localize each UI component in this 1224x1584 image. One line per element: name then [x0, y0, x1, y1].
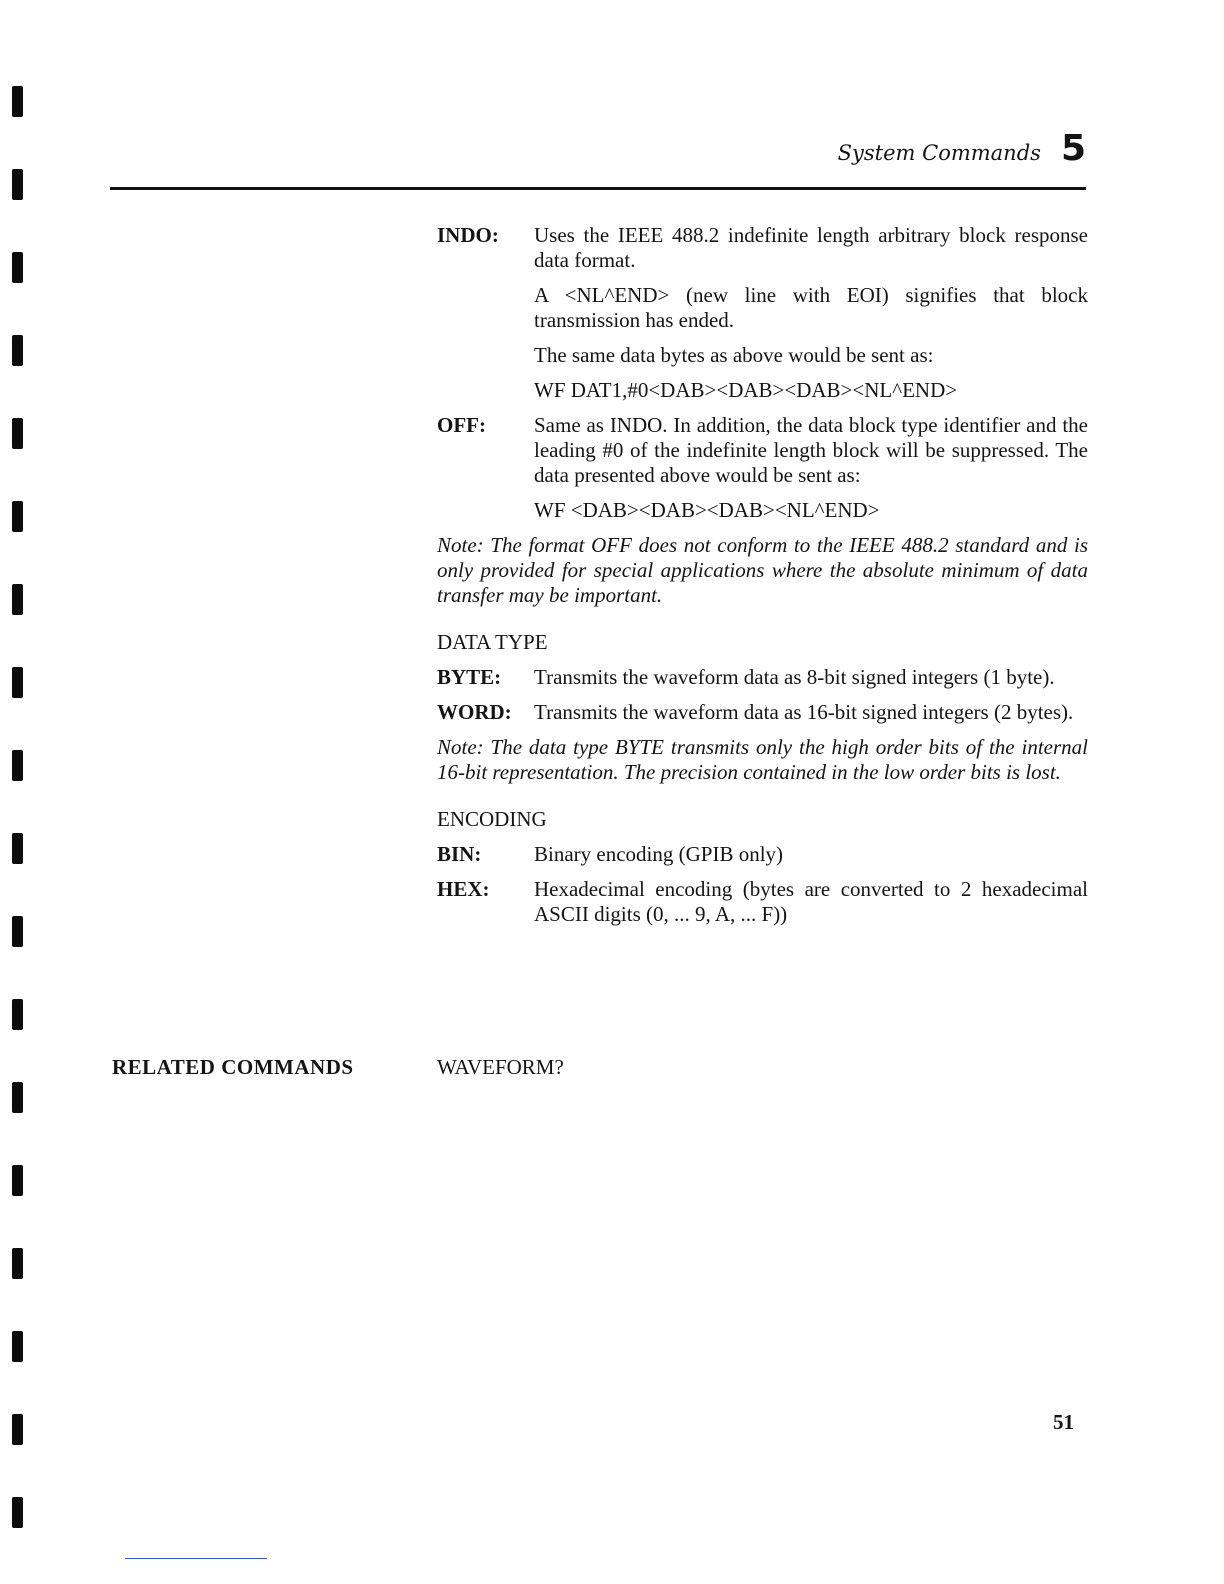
binder-mark [12, 1497, 23, 1528]
binder-mark [12, 750, 23, 781]
note-format: Note: The format OFF does not conform to the IEEE 488.2 standard and is only provided for special applications where the absolute minimum of data transfer may be important. [437, 533, 1088, 607]
term-definition: Transmits the waveform data as 8-bit signed integers (1 byte). [534, 665, 1055, 689]
related-commands-label: RELATED COMMANDS [112, 1055, 354, 1079]
header-rule [110, 187, 1086, 190]
binder-mark [12, 1165, 23, 1196]
definition-paragraph: Same as INDO. In addition, the data block type identifier and the leading #0 of the indefinite length block will be suppressed. The data presented above would be sent as: [534, 413, 1088, 487]
data-type-entry-byte [437, 665, 1088, 690]
note-data-type: Note: The data type BYTE transmits only the high order bits of the internal 16-bit representation. The precision contained in the low order bits is lost. [437, 735, 1088, 784]
definition-paragraph: Uses the IEEE 488.2 indefinite length arbitrary block response data format. [534, 223, 1088, 272]
binder-mark [12, 418, 23, 449]
code-example: WF DAT1,#0<DAB><DAB><DAB><NL^END> [534, 378, 958, 402]
term-definition: Transmits the waveform data as 16-bit signed integers (2 bytes). [534, 700, 1074, 724]
binder-mark [12, 169, 23, 200]
page-header [838, 128, 1086, 169]
term-label: BYTE: [437, 665, 502, 689]
binder-mark [12, 501, 23, 532]
term-definition: Hexadecimal encoding (bytes are converted to 2 hexadecimal ASCII digits (0, ... 9, A, ... F)) [534, 877, 1088, 926]
data-type-heading: DATA TYPE [437, 630, 548, 654]
format-entry-off [437, 413, 1088, 523]
code-example: WF <DAB><DAB><DAB><NL^END> [534, 498, 880, 522]
page-content [437, 223, 1088, 937]
section-title: System Commands [837, 141, 1041, 165]
term-label: WORD: [437, 700, 512, 724]
binder-mark [12, 916, 23, 947]
term-label: INDO: [437, 223, 499, 247]
page-number: 51 [1053, 1410, 1074, 1434]
footer-rule [125, 1558, 267, 1559]
binder-mark [12, 252, 23, 283]
binder-mark [12, 584, 23, 615]
term-definition [534, 413, 1088, 523]
format-entry-indo [437, 223, 1088, 403]
definition-paragraph: The same data bytes as above would be sent as: [534, 343, 934, 367]
binder-mark [12, 335, 23, 366]
term-label: HEX: [437, 877, 490, 901]
binder-mark [12, 1331, 23, 1362]
binder-mark [12, 667, 23, 698]
encoding-entry-hex [437, 877, 1088, 927]
binder-mark [12, 833, 23, 864]
definition-paragraph: A <NL^END> (new line with EOI) signifies that block transmission has ended. [534, 283, 1088, 332]
related-commands-value: WAVEFORM? [437, 1055, 564, 1079]
encoding-heading: ENCODING [437, 807, 547, 831]
binder-mark [12, 1082, 23, 1113]
binder-mark [12, 1248, 23, 1279]
term-definition: Binary encoding (GPIB only) [534, 842, 784, 866]
chapter-number: 5 [1060, 128, 1086, 169]
binder-mark [12, 999, 23, 1030]
term-label: BIN: [437, 842, 482, 866]
term-definition [534, 223, 1088, 403]
term-label: OFF: [437, 413, 486, 437]
data-type-entry-word [437, 700, 1088, 725]
encoding-entry-bin [437, 842, 1088, 867]
binder-mark [12, 86, 23, 117]
binder-mark [12, 1414, 23, 1445]
